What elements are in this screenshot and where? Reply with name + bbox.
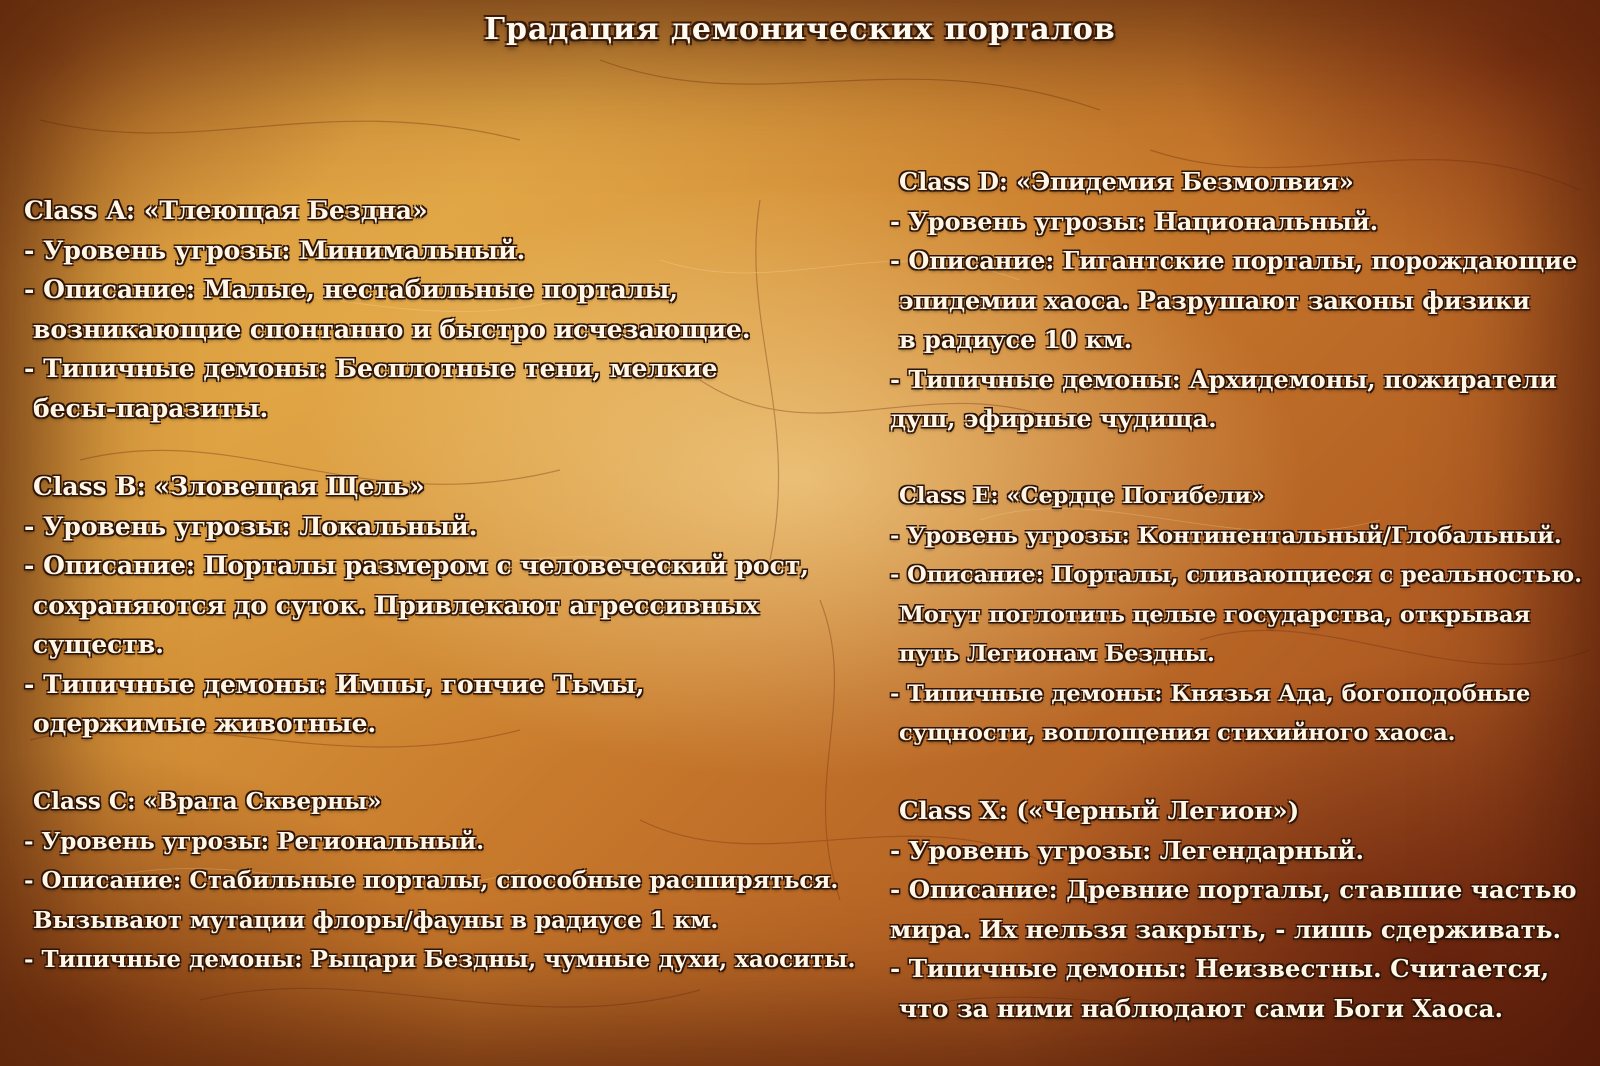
class-c-description: - Описание: Стабильные порталы, способные расширяться.	[24, 867, 839, 894]
class-d-description: - Описание: Гигантские порталы, порождающие	[890, 246, 1578, 275]
class-d-demons: - Типичные демоны: Архидемоны, пожиратели	[890, 364, 1557, 394]
class-a-heading: Class A: «Тлеющая Бездна»	[24, 196, 428, 225]
class-e-demons: - Типичные демоны: Князья Ада, богоподобные	[890, 680, 1531, 707]
class-d-description-cont-2: в радиусе 10 км.	[899, 325, 1133, 354]
class-d-description-cont-1: эпидемии хаоса. Разрушают законы физики	[899, 285, 1530, 315]
class-b-demons-cont: одержимые животные.	[33, 709, 377, 738]
class-c-demons: - Типичные демоны: Рыцари Бездны, чумные духи, хаоситы.	[24, 946, 856, 973]
class-c-description-cont: Вызывают мутации флоры/фауны в радиусе 1 км.	[33, 906, 719, 934]
class-a-description: - Описание: Малые, нестабильные порталы,	[24, 275, 679, 304]
class-x-heading: Class X: («Черный Легион»)	[899, 796, 1300, 825]
class-c-block	[24, 782, 856, 980]
class-b-heading: Class B: «Зловещая Щель»	[33, 472, 425, 501]
page-title: Градация демонических порталов	[484, 12, 1116, 47]
class-d-block	[890, 162, 1577, 439]
class-x-demons: - Типичные демоны: Неизвестны. Считается,	[890, 954, 1550, 983]
class-a-demons: - Типичные демоны: Бесплотные тени, мелкие	[24, 354, 718, 383]
class-e-demons-cont: сущности, воплощения стихийного хаоса.	[899, 720, 1456, 746]
class-d-heading: Class D: «Эпидемия Безмолвия»	[899, 167, 1354, 196]
class-b-description-cont-2: существ.	[33, 630, 164, 659]
class-b-demons: - Типичные демоны: Импы, гончие Тьмы,	[24, 669, 645, 699]
class-x-description-cont: мира. Их нельзя закрыть, - лишь сдерживать.	[890, 914, 1561, 944]
class-x-demons-cont: что за ними наблюдают сами Боги Хаоса.	[899, 993, 1504, 1023]
class-e-description-cont-1: Могут поглотить целые государства, открывая	[899, 601, 1531, 628]
class-b-description-cont-1: сохраняются до суток. Привлекают агрессивных	[33, 590, 759, 620]
class-e-threat: - Уровень угрозы: Континентальный/Глобальный.	[890, 522, 1562, 549]
class-e-description-cont-2: путь Легионам Бездны.	[899, 641, 1215, 667]
class-a-block	[24, 191, 751, 428]
class-x-block	[890, 791, 1577, 1028]
class-x-description: - Описание: Древние порталы, ставшие частью	[890, 875, 1577, 904]
class-b-block	[24, 467, 809, 744]
class-a-demons-cont: бесы-паразиты.	[33, 393, 269, 423]
class-b-threat: - Уровень угрозы: Локальный.	[24, 511, 478, 541]
class-a-description-cont: возникающие спонтанно и быстро исчезающие.	[33, 314, 751, 344]
class-a-threat: - Уровень угрозы: Минимальный.	[24, 235, 526, 265]
class-d-threat: - Уровень угрозы: Национальный.	[890, 206, 1379, 236]
class-d-demons-cont: душ, эфирные чудища.	[890, 404, 1217, 433]
class-b-description: - Описание: Порталы размером с человеческий рост,	[24, 551, 810, 580]
class-e-description: - Описание: Порталы, сливающиеся с реальностью.	[890, 562, 1583, 588]
class-c-heading: Class C: «Врата Скверны»	[33, 788, 382, 815]
class-c-threat: - Уровень угрозы: Региональный.	[24, 827, 485, 855]
class-e-block	[890, 477, 1582, 754]
class-e-heading: Class E: «Сердце Погибели»	[899, 483, 1265, 509]
class-x-threat: - Уровень угрозы: Легендарный.	[890, 835, 1365, 865]
